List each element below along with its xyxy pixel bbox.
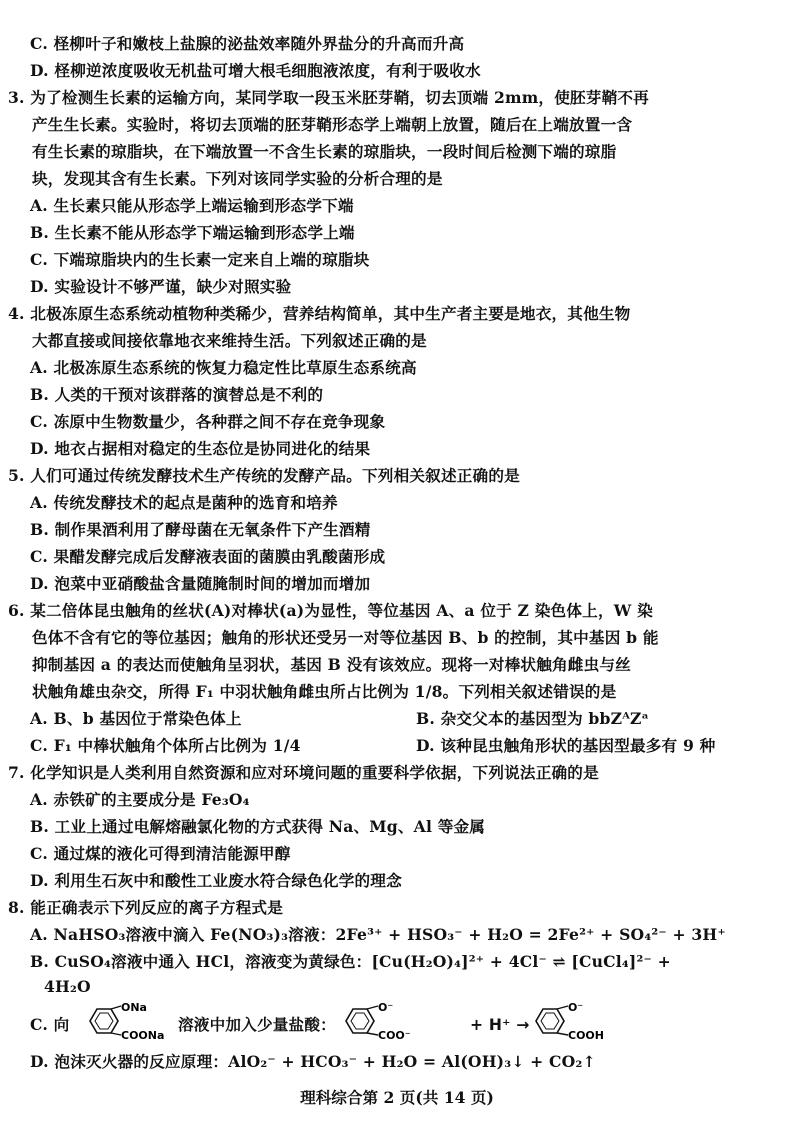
option-7b: B. 工业上通过电解熔融氯化物的方式获得 Na、Mg、Al 等金属 [30, 817, 486, 836]
option-8c-label: C. 向 [30, 1015, 70, 1034]
option-7c: C. 通过煤的液化可得到清洁能源甲醇 [30, 844, 291, 863]
option-4a: A. 北极冻原生态系统的恢复力稳定性比草原生态系统高 [30, 358, 417, 377]
question-6-stem-line3: 抑制基因 a 的表达而使触角呈羽状，基因 B 没有该效应。现将一对棒状触角雌虫与丝 [32, 655, 631, 674]
option-4d: D. 地衣占据相对稳定的生态位是协同进化的结果 [30, 439, 371, 458]
option-8b: B. CuSO₄溶液中通入 HCl，溶液变为黄绿色：[Cu(H₂O)₄]²⁺ + 4Cl⁻ ⇌ [CuCl₄]²⁻ + [30, 952, 671, 971]
option-3a: A. 生长素只能从形态学上端运输到形态学下端 [30, 196, 354, 215]
question-6-stem-line4: 状触角雄虫杂交，所得 F₁ 中羽状触角雌虫所占比例为 1/8。下列相关叙述错误的是 [32, 682, 617, 701]
option-6c: C. F₁ 中棒状触角个体所占比例为 1/4 [30, 736, 301, 755]
option-2d: D. 柽柳逆浓度吸收无机盐可增大根毛细胞液浓度，有利于吸收水 [30, 61, 481, 80]
option-row-6ab [30, 709, 650, 729]
option-4b: B. 人类的干预对该群落的演替总是不利的 [30, 385, 324, 404]
structure-2-bottom-label: COO⁻ [378, 1029, 411, 1042]
structure-3-bottom-label: COOH [568, 1029, 604, 1042]
page-footer: 理科综合第 2 页(共 14 页) [300, 1088, 494, 1107]
option-3c: C. 下端琼脂块内的生长素一定来自上端的琼脂块 [30, 250, 370, 269]
question-4-stem-line2: 大都直接或间接依靠地衣来维持生活。下列叙述正确的是 [32, 331, 427, 350]
question-3-stem: 3. 为了检测生长素的运输方向，某同学取一段玉米胚芽鞘，切去顶端 2mm，使胚芽鞘不再 [8, 88, 649, 107]
question-5-stem: 5. 人们可通过传统发酵技术生产传统的发酵产品。下列相关叙述正确的是 [8, 466, 520, 485]
question-3-stem-line2: 产生生长素。实验时，将切去顶端的胚芽鞘形态学上端朝上放置，随后在上端放置一含 [32, 115, 633, 134]
structure-3-top-label: O⁻ [568, 1001, 584, 1014]
option-7a: A. 赤铁矿的主要成分是 Fe₃O₄ [30, 790, 250, 809]
option-5d: D. 泡菜中亚硝酸盐含量随腌制时间的增加而增加 [30, 574, 371, 593]
option-6a: A. B、b 基因位于常染色体上 [30, 709, 242, 728]
option-6b: B. 杂交父本的基因型为 bbZᴬZᵃ [416, 709, 650, 728]
option-2c: C. 柽柳叶子和嫩枝上盐腺的泌盐效率随外界盐分的升高而升高 [30, 34, 465, 53]
question-3-stem-line3: 有生长素的琼脂块，在下端放置一不含生长素的琼脂块，一段时间后检测下端的琼脂 [32, 142, 617, 161]
question-8-stem: 8. 能正确表示下列反应的离子方程式是 [8, 898, 284, 917]
option-5b: B. 制作果酒利用了酵母菌在无氧条件下产生酒精 [30, 520, 371, 539]
option-3d: D. 实验设计不够严谨，缺少对照实验 [30, 277, 292, 296]
option-4c: C. 冻原中生物数量少，各种群之间不存在竞争现象 [30, 412, 386, 431]
structure-2-top-label: O⁻ [378, 1001, 394, 1014]
question-6-stem: 6. 某二倍体昆虫触角的丝状(A)对棒状(a)为显性，等位基因 A、a 位于 Z 染色体上，W 染 [8, 601, 653, 620]
question-7-stem: 7. 化学知识是人类利用自然资源和应对环境问题的重要科学依据，下列说法正确的是 [8, 763, 599, 782]
option-8c-middle: 溶液中加入少量盐酸： [178, 1015, 336, 1034]
option-3b: B. 生长素不能从形态学下端运输到形态学上端 [30, 223, 355, 242]
option-7d: D. 利用生石灰中和酸性工业废水符合绿色化学的理念 [30, 871, 402, 890]
option-8a: A. NaHSO₃溶液中滴入 Fe(NO₃)₃溶液：2Fe³⁺ + HSO₃⁻ + H₂O = 2Fe²⁺ + SO₄²⁻ + 3H⁺ [30, 925, 726, 944]
question-4-stem: 4. 北极冻原生态系统动植物种类稀少，营养结构简单，其中生产者主要是地衣，其他生物 [8, 304, 631, 323]
question-6-stem-line2: 色体不含有它的等位基因；触角的形状还受另一对等位基因 B、b 的控制，其中基因 b 能 [32, 628, 659, 647]
option-8d: D. 泡沫灭火器的反应原理：AlO₂⁻ + HCO₃⁻ + H₂O = Al(OH)₃↓ + CO₂↑ [30, 1052, 596, 1071]
option-6d: D. 该种昆虫触角形状的基因型最多有 9 种 [416, 736, 716, 755]
sodium-salicylate-structure [76, 1000, 176, 1042]
structure-1-top-label: ONa [121, 1001, 147, 1014]
salicylate-monoanion-structure [530, 1000, 630, 1042]
salicylate-dianion-structure [340, 1000, 424, 1042]
option-8b-cont: 4H₂O [44, 977, 91, 996]
option-5a: A. 传统发酵技术的起点是菌种的选育和培养 [30, 493, 338, 512]
option-8c-proton-arrow: + H⁺ → [470, 1016, 530, 1034]
question-3-stem-line4: 块，发现其含有生长素。下列对该同学实验的分析合理的是 [32, 169, 443, 188]
option-5c: C. 果醋发酵完成后发酵液表面的菌膜由乳酸菌形成 [30, 547, 386, 566]
option-row-6cd [30, 736, 716, 756]
structure-1-bottom-label: COONa [121, 1029, 165, 1042]
